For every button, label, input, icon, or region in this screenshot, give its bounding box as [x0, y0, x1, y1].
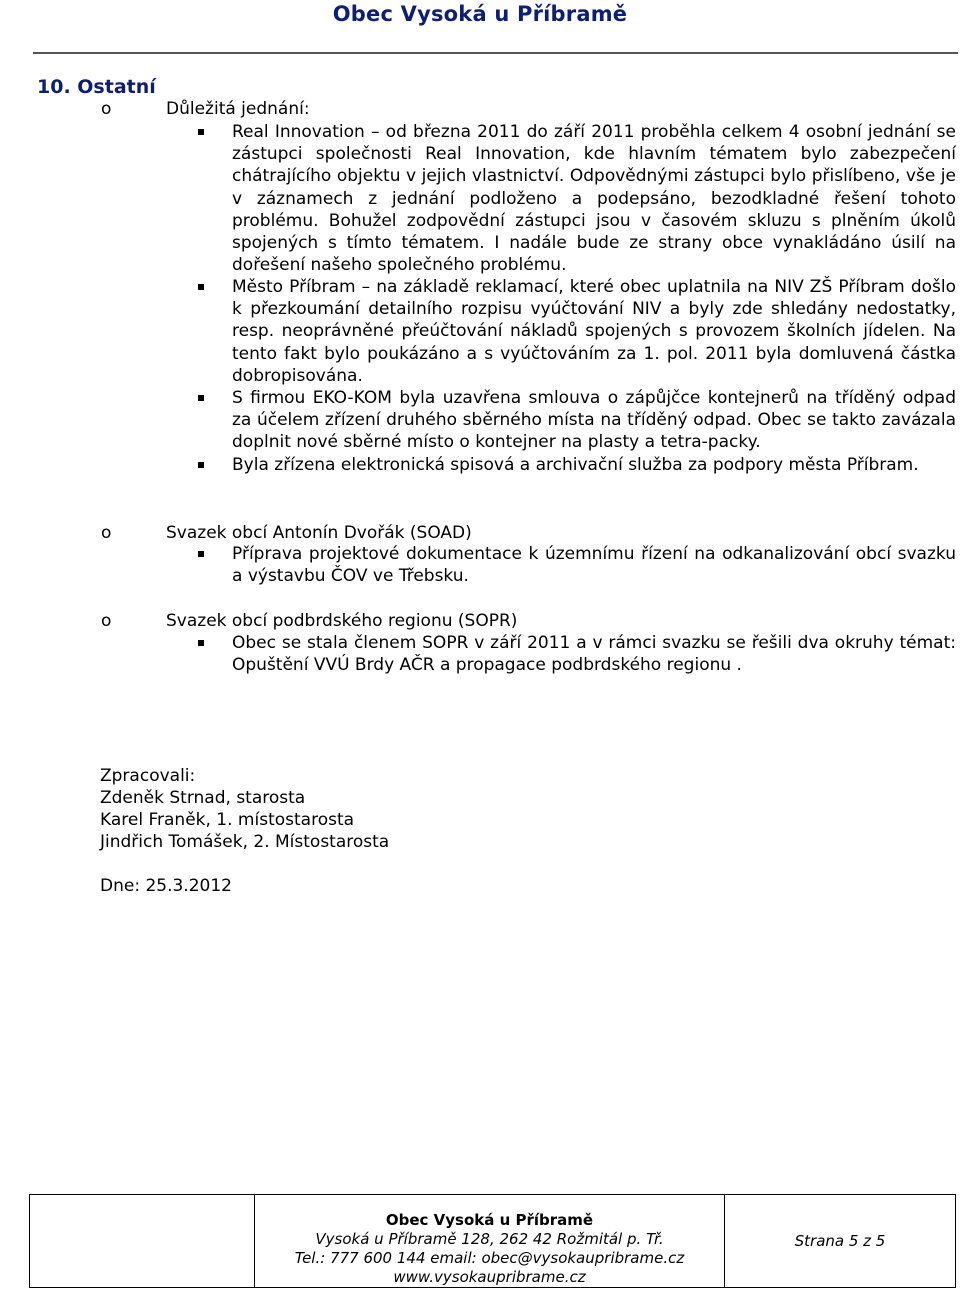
list-item [232, 387, 956, 454]
signature-name: Jindřich Tomášek, 2. Místostarosta [100, 832, 390, 852]
list-item [232, 632, 956, 676]
bullet-text-mesto-pribram: Město Příbram – na základě reklamací, které obec uplatnila na NIV ZŠ Příbram došlo k přezkoumání detailního rozpisu vyúčtování NIV a byly zde shledány nedostatky, resp. neoprávněné přeúčtování nákladů spojených s provozem školních jídelen. Na tento fakt bylo poukázáno a s vyúčtováním za 1. pol. 2011 byla domluvená částka dobropisována. [232, 277, 956, 386]
list-item [232, 276, 956, 387]
item-title-jednani: Důležitá jednání: [166, 99, 310, 119]
bullet-text-real-innovation: Real Innovation – od března 2011 do září 2011 proběhla celkem 4 osobní jednání se zástupci společnosti Real Innovation, kde hlavním tématem bylo zabezpečení chátrajícího objektu v jejich vlastnictví. Odpovědnými zástupci bylo přislíbeno, vše je v záznamech z jednání podloženo a podepsáno, bezodkladné řešení tohoto problému. Bohužel zodpovědní zástupci jsou v časovém skluzu s plněním úkolů spojených s tímto tématem. I nadále bude ze strany obce vynakládáno úsilí na dořešení našeho společného problému. [232, 122, 956, 276]
page-number: Strana 5 z 5 [794, 1232, 886, 1250]
square-bullet [198, 551, 204, 557]
list-item [232, 543, 956, 587]
square-bullet [198, 395, 204, 401]
footer-website: www.vysokaupribrame.cz [393, 1268, 586, 1286]
bullet-text-spisova-sluzba: Byla zřízena elektronická spisová a archivační služba za podpory města Příbram. [232, 455, 919, 475]
page-header-title: Obec Vysoká u Příbramě [332, 2, 628, 26]
header-divider [33, 52, 958, 54]
signature-name: Karel Franěk, 1. místostarosta [100, 810, 355, 830]
section-heading: 10. Ostatní [37, 76, 156, 98]
list-item [232, 121, 956, 276]
footer-page-cell [725, 1195, 955, 1287]
square-bullet [198, 640, 204, 646]
signature-name: Zdeněk Strnad, starosta [100, 788, 306, 808]
square-bullet [198, 284, 204, 290]
bullet-text-eko-kom: S firmou EKO-KOM byla uzavřena smlouva o zápůjčce kontejnerů na tříděný odpad za účelem zřízení druhého sběrného místa na tříděný odpad. Obec se takto zavázala doplnit nové sběrné místo o kontejner na plasty a tetra-packy. [232, 388, 956, 453]
list-item [232, 454, 956, 476]
signature-date: Dne: 25.3.2012 [100, 876, 232, 896]
item-title-soad: Svazek obcí Antonín Dvořák (SOAD) [166, 523, 472, 543]
circle-bullet: o [101, 611, 112, 631]
footer-table [29, 1194, 956, 1288]
footer-logo-cell [30, 1195, 255, 1287]
item-title-sopr: Svazek obcí podbrdského regionu (SOPR) [166, 611, 518, 631]
footer-contact-cell [255, 1195, 725, 1287]
circle-bullet: o [101, 523, 112, 543]
footer-org-name: Obec Vysoká u Příbramě [385, 1211, 594, 1229]
bullet-text-sopr: Obec se stala členem SOPR v září 2011 a v rámci svazku se řešili dva okruhy témat: Opuštění VVÚ Brdy AČR a propagace podbrdského regionu . [232, 633, 956, 676]
bullet-text-soad: Příprava projektové dokumentace k územnímu řízení na odkanalizování obcí svazku a výstavbu ČOV ve Třebsku. [232, 544, 956, 587]
square-bullet [198, 462, 204, 468]
footer-address: Vysoká u Příbramě 128, 262 42 Rožmitál p. Tř. [315, 1230, 664, 1248]
footer-contact: Tel.: 777 600 144 email: obec@vysokaupribrame.cz [294, 1249, 685, 1267]
signature-label: Zpracovali: [100, 766, 196, 786]
square-bullet [198, 129, 204, 135]
circle-bullet: o [101, 99, 112, 119]
